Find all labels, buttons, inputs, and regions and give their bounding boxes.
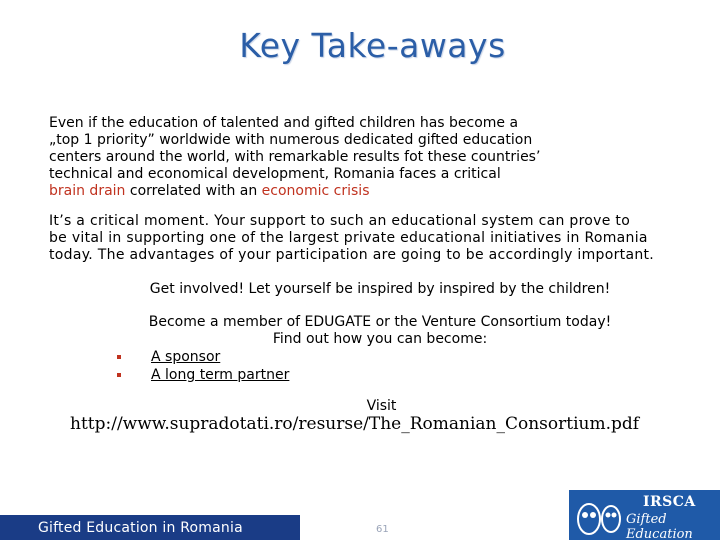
logo-subtitle: Gifted Education	[626, 512, 693, 540]
intro-line-2: „top 1 priority” worldwide with numerous dedicated gifted education	[49, 132, 533, 148]
brain-drain-highlight: brain drain	[49, 183, 126, 199]
bullet-icon	[117, 355, 121, 359]
critical-line-1: It’s a critical moment. Your support to such an educational system can prove to	[49, 213, 631, 229]
intro-paragraph	[49, 115, 669, 200]
page-number: 61	[376, 524, 389, 535]
critical-line-2: be vital in supporting one of the largest private educational initiatives in Romania	[49, 230, 648, 246]
critical-line-3: today. The advantages of your participation are going to be accordingly important.	[49, 247, 655, 263]
become-member-text: Become a member of EDUGATE or the Venture Consortium today!	[148, 314, 612, 330]
list-item	[117, 366, 289, 384]
slide-title: Key Take-aways	[239, 26, 506, 65]
footer-bar	[0, 515, 300, 540]
irsca-logo	[569, 490, 720, 540]
footer-label: Gifted Education in Romania	[38, 519, 243, 536]
logo-title: IRSCA	[643, 494, 696, 510]
intro-line-3: centers around the world, with remarkable results fot these countries’	[49, 149, 541, 165]
critical-moment-paragraph	[49, 213, 709, 264]
intro-line-1: Even if the education of talented and gifted children has become a	[49, 115, 519, 131]
get-involved-text: Get involved! Let yourself be inspired by inspired by the children!	[149, 281, 611, 297]
list-item	[117, 348, 289, 366]
bullet-icon	[117, 373, 121, 377]
intro-line-5	[49, 183, 669, 200]
owl-icon	[573, 493, 623, 537]
consortium-url-link[interactable]: http://www.supradotati.ro/resurse/The_Romanian_Consortium.pdf	[70, 414, 640, 434]
intro-line-4: technical and economical development, Romania faces a critical	[49, 166, 501, 182]
sponsor-link[interactable]: A sponsor	[151, 349, 221, 365]
partner-link[interactable]: A long term partner	[151, 367, 290, 383]
economic-crisis-highlight: economic crisis	[261, 183, 370, 199]
options-list	[117, 348, 289, 384]
visit-label: Visit	[366, 398, 397, 414]
find-out-text: Find out how you can become:	[272, 331, 488, 347]
intro-connector: correlated with an	[125, 183, 262, 199]
